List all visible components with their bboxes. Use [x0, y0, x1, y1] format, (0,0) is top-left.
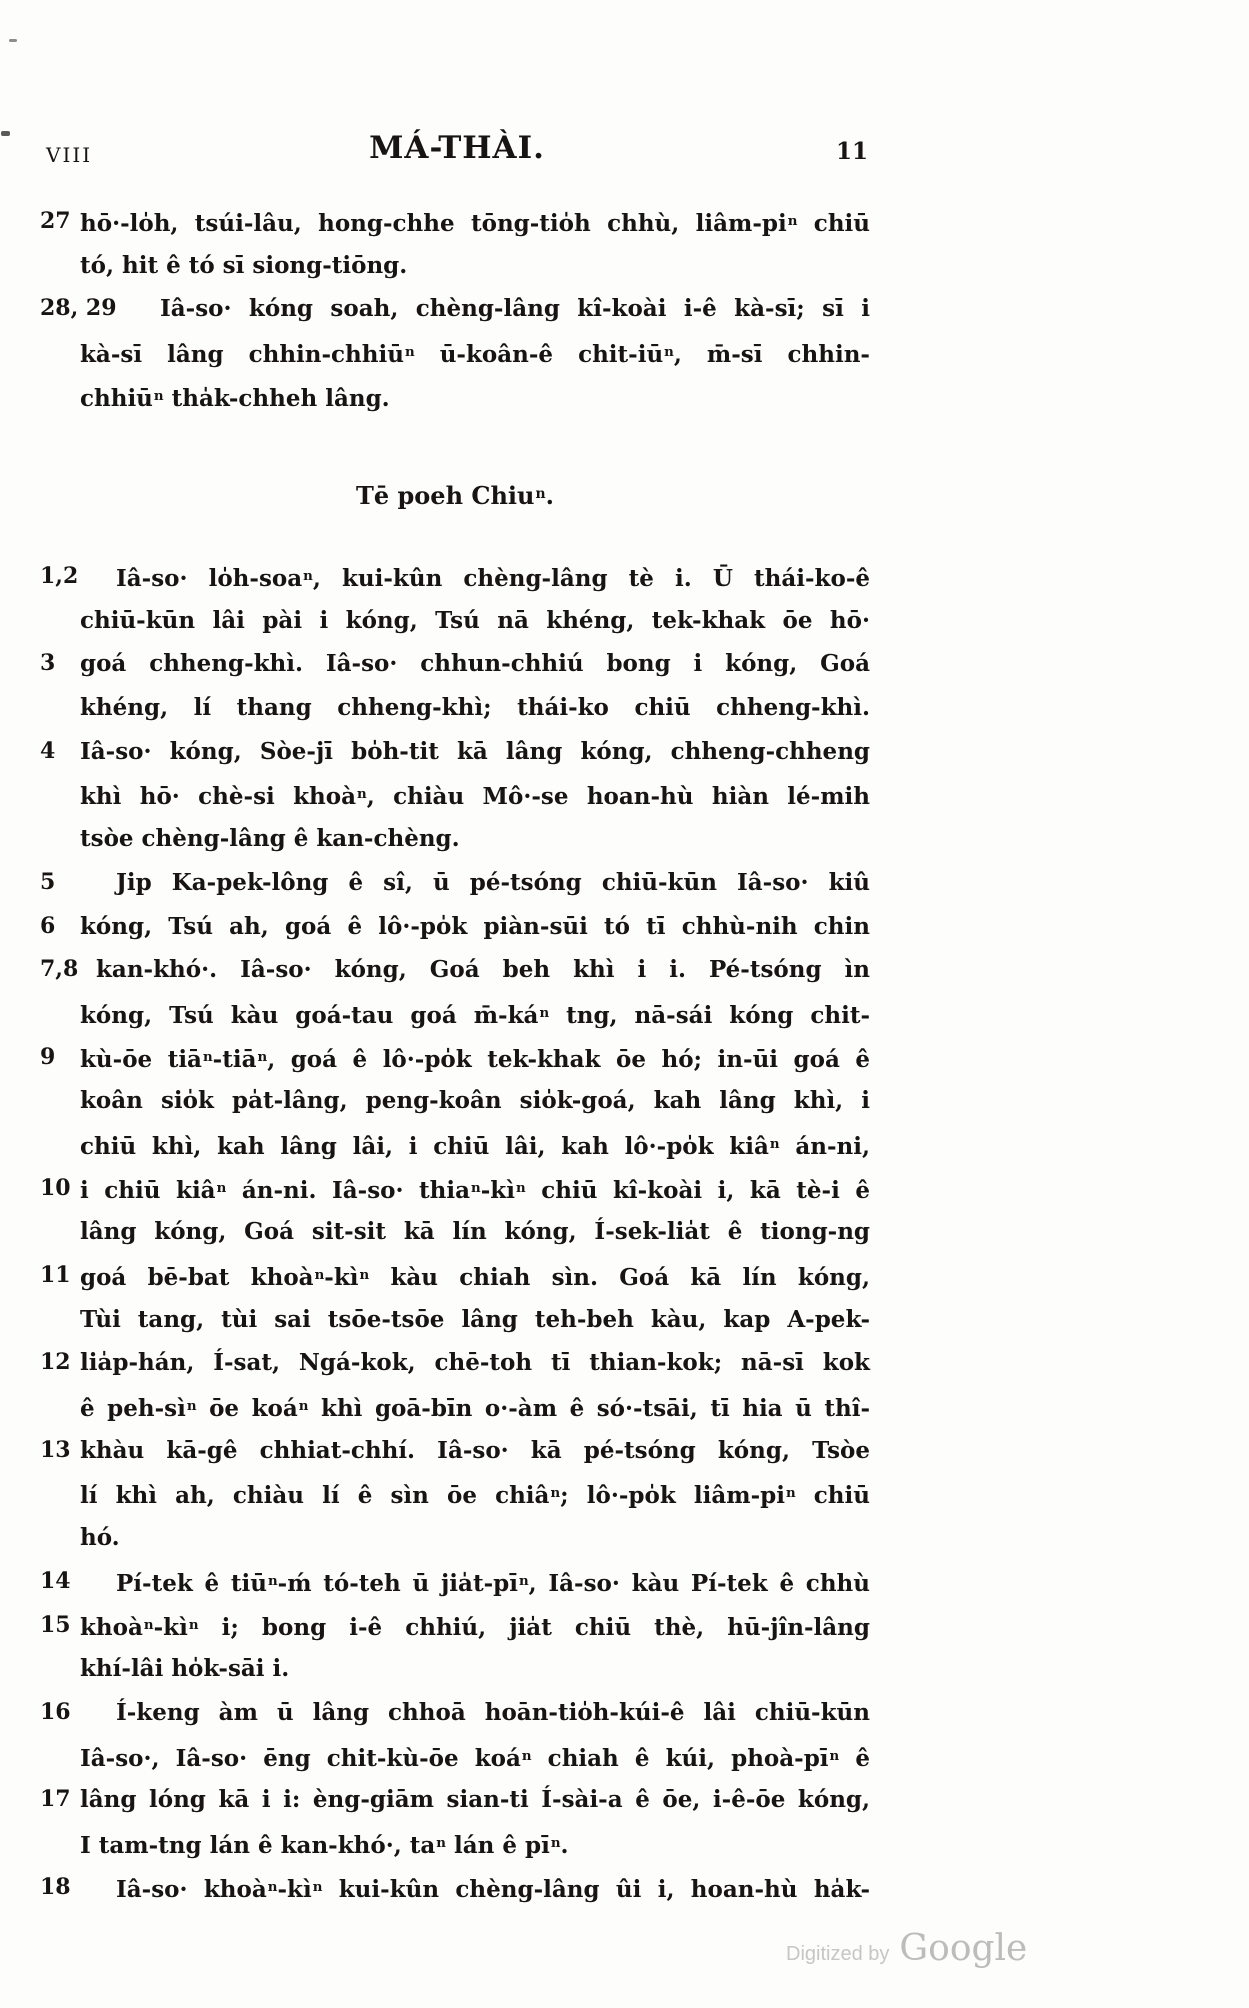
verse-line	[40, 1429, 870, 1473]
verse-number: 9	[40, 1043, 56, 1070]
verse-text: Jip Ka-pek-lông ê sî, ū pé-tsóng chiū-kūn Iâ-so· kiû	[116, 868, 870, 896]
verse-line	[80, 1647, 870, 1691]
scan-artifact	[1, 131, 10, 136]
verse-text: lâng kóng, Goá sit-sit kā lín kóng, Í-sek-lia̍t ê tiong-ng	[80, 1218, 870, 1246]
verse-number: 16	[40, 1698, 71, 1725]
superscript-n: n	[550, 1485, 561, 1502]
superscript-n: n	[535, 485, 546, 502]
superscript-n: n	[787, 213, 798, 229]
superscript-n: n	[303, 568, 313, 584]
verse-text: ê peh-$sì^n$ ōe koá$^n$ khì goā-bīn o·-àm ê só·-tsāi, tī hia ū thî-	[80, 1395, 871, 1423]
superscript-n: n	[515, 1179, 526, 1196]
superscript-n: n	[550, 1834, 561, 1851]
verse-line	[40, 1036, 871, 1080]
verse-text: Tùi tang, tùi sai tsōe-tsōe lâng teh-beh kàu, kap A-pek-	[80, 1305, 870, 1333]
verse-line	[80, 686, 870, 730]
verse-text: hó.	[80, 1524, 120, 1552]
scan-artifact	[9, 39, 17, 42]
verse-line	[80, 375, 870, 419]
verse-number: 15	[40, 1611, 71, 1638]
verse-line	[40, 642, 870, 686]
verse-line	[40, 1778, 870, 1822]
superscript-n: n	[312, 1878, 323, 1895]
superscript-n: n	[267, 1572, 278, 1589]
verse-text: khí-lâi ho̍k-sāi i.	[80, 1655, 290, 1683]
verse-text: chhiū$^n$ tha̍k-chheh lâng.	[80, 384, 390, 412]
verse-text: Iâ-so· kóng, Sòe-jī bo̍h-tit kā lâng kóng, chheng-chheng	[80, 737, 870, 765]
verse-number: 3	[40, 650, 56, 677]
watermark-text: Digitized by	[786, 1943, 890, 1965]
superscript-n: n	[769, 1135, 780, 1152]
verse-number: 10	[40, 1174, 71, 1201]
google-watermark	[786, 1928, 1027, 1969]
verse-text: khì hō· chè-si khoà$^n$, chiàu Mô·-se hoan-hù hiàn lé-mih	[80, 783, 871, 811]
verse-number: 4	[40, 737, 56, 764]
verse-line	[80, 1735, 870, 1779]
verse-line	[80, 1210, 870, 1254]
verse-text: tsòe chèng-lâng ê kan-chèng.	[80, 825, 460, 853]
page-title: MÁ-THÀI.	[369, 130, 545, 166]
verse-text: lia̍p-hán, Í-sat, Ngá-kok, chē-toh tī thian-kok; nā-sī kok	[80, 1349, 870, 1377]
verse-text: khàu kā-gê chhiat-chhí. Iâ-so· kā pé-tsóng kóng, Tsòe	[80, 1436, 870, 1464]
superscript-n: n	[216, 1179, 227, 1196]
verse-line	[40, 1560, 870, 1604]
superscript-n: n	[436, 1834, 446, 1851]
verse-text: Í-keng àm ū lâng chhoā hoān-tio̍h-kúi-ê lâi chiū-kūn	[116, 1698, 870, 1726]
verse-line	[80, 1385, 870, 1429]
superscript-n: n	[314, 1267, 325, 1283]
verse-line	[40, 555, 870, 599]
verse-line	[40, 1604, 870, 1648]
verse-line	[80, 1472, 870, 1516]
superscript-n: n	[829, 1747, 840, 1764]
text-body-top	[40, 200, 870, 418]
text-body-main	[40, 555, 871, 1909]
superscript-n: n	[153, 387, 164, 404]
verse-line	[40, 948, 870, 992]
superscript-n: n	[359, 1267, 370, 1283]
verse-text: kù-ōe tiā$^n$-tiā$^n$, goá ê lô·-po̍k tek-khak ōe hó; in-ūi goá ê	[80, 1045, 871, 1073]
verse-text: koân sio̍k pa̍t-lâng, peng-koân sio̍k-goá, kah lâng khì, i	[80, 1087, 870, 1115]
superscript-n: n	[471, 1179, 481, 1196]
verse-number: 5	[40, 868, 56, 895]
superscript-n: n	[298, 1398, 309, 1415]
verse-number: 13	[40, 1436, 71, 1463]
chapter-heading: Tē poeh Chiu$^n$.	[356, 481, 554, 510]
verse-line	[40, 861, 870, 905]
google-logo: Google	[899, 1928, 1028, 1969]
verse-line	[80, 599, 870, 643]
verse-text: kan-khó·. Iâ-so· kóng, Goá beh khì i i. Pé-tsóng ìn	[96, 956, 870, 984]
verse-number: 12	[40, 1349, 71, 1376]
verse-line	[80, 1516, 870, 1560]
superscript-n: n	[267, 1878, 278, 1895]
verse-text: lí khì ah, chiàu lí ê sìn ōe chiâ$^n$; lô·-po̍k liâm-$pi^n$ chiū	[80, 1482, 870, 1510]
verse-text: $khoà^n-kì^n$ i; bong i-ê chhiú, jia̍t chiū thè, hū-jîn-lâng	[80, 1613, 870, 1641]
superscript-n: n	[404, 344, 415, 361]
verse-line	[40, 200, 870, 244]
superscript-n: n	[202, 1048, 213, 1065]
verse-number: 11	[40, 1262, 71, 1288]
verse-line	[80, 817, 870, 861]
verse-line	[40, 1866, 871, 1910]
verse-number: 1,2	[40, 563, 79, 589]
verse-text: i chiū kiâ$^n$ án-ni. Iâ-so· $thia^n-kì^n$ chiū kî-koài i, kā tè-i ê	[80, 1176, 871, 1204]
verse-text: Iâ-so· $khoà^n-kì^n$ kui-kûn chèng-lâng ûi i, hoan-hù ha̍k-	[116, 1875, 871, 1903]
verse-line	[40, 1167, 871, 1211]
verse-text: Iâ-so· lo̍h-soa$^n$, kui-kûn chèng-lâng tè i. Ū thái-ko-ê	[116, 565, 870, 592]
superscript-n: n	[539, 1004, 550, 1021]
superscript-n: n	[188, 1616, 199, 1633]
verse-text: chiū khì, kah lâng lâi, i chiū lâi, kah lô·-po̍k kiâ$^n$ án-ni,	[80, 1132, 870, 1160]
verse-line	[40, 287, 870, 331]
verse-line	[40, 905, 870, 949]
superscript-n: n	[521, 1747, 532, 1764]
verse-number: 17	[40, 1786, 71, 1813]
superscript-n: n	[143, 1616, 154, 1633]
verse-text: goá chheng-khì. Iâ-so· chhun-chhiú bong i kóng, Goá	[80, 650, 870, 678]
verse-text: khéng, lí thang chheng-khì; thái-ko chiū chheng-khì.	[80, 694, 870, 722]
superscript-n: n	[664, 344, 674, 361]
verse-line	[80, 331, 870, 375]
superscript-n: n	[518, 1572, 529, 1589]
verse-number: 18	[40, 1873, 71, 1900]
verse-text: tó, hit ê tó sī siong-tiōng.	[80, 251, 408, 279]
verse-line	[80, 992, 870, 1036]
verse-number: 27	[40, 208, 71, 234]
verse-text: Iâ-so· kóng soah, chèng-lâng kî-koài i-ê kà-sī; sī i	[160, 295, 870, 323]
superscript-n: n	[357, 786, 367, 803]
verse-number: 7,8	[40, 956, 79, 983]
verse-text: kà-sī lâng chhin-chhiū$^n$ ū-koân-ê chit-$iū^n$, m̄-sī chhin-	[80, 341, 870, 369]
verse-number: 28, 29	[40, 295, 117, 322]
verse-text: chiū-kūn lâi pài i kóng, Tsú nā khéng, tek-khak ōe hō·	[80, 606, 870, 634]
verse-text: goá bē-bat $khoà^n-kì^n$ kàu chiah sìn. Goá kā lín kóng,	[80, 1264, 870, 1291]
verse-text: lâng lóng kā i i: èng-giām sian-ti Í-sài-a ê ōe, i-ê-ōe kóng,	[80, 1786, 870, 1814]
verse-text: kóng, Tsú ah, goá ê lô·-po̍k piàn-sūi tó tī chhù-nih chin	[80, 912, 870, 940]
verse-text: Pí-tek ê tiū$^n$-ḿ tó-teh ū $jia̍t-pī^n$, Iâ-so· kàu Pí-tek ê chhù	[116, 1569, 870, 1597]
verse-text: Iâ-so·, Iâ-so· ēng chit-kù-ōe koá$^n$ chiah ê kúi, phoà-$pī^n$ ê	[80, 1744, 870, 1772]
verse-line	[80, 1079, 870, 1123]
verse-number: 14	[40, 1567, 71, 1594]
verse-line	[80, 1298, 870, 1342]
header-section-label: VIII	[46, 143, 93, 167]
superscript-n: n	[257, 1048, 268, 1065]
verse-line	[80, 773, 870, 817]
verse-number: 6	[40, 912, 56, 939]
verse-line	[80, 1822, 870, 1866]
verse-line	[40, 1254, 870, 1298]
verse-text: I tam-tng lán ê kan-khó·, $ta^n$ lán ê $pī^n$.	[80, 1831, 569, 1859]
superscript-n: n	[186, 1398, 197, 1415]
verse-line	[80, 1123, 870, 1167]
verse-line	[80, 244, 870, 288]
verse-line	[40, 1691, 870, 1735]
superscript-n: n	[785, 1485, 796, 1502]
verse-line	[40, 1341, 870, 1385]
verse-text: hō·-lo̍h, tsúi-lâu, hong-chhe tōng-tio̍h chhù, liâm-$pi^n$ chiū	[80, 210, 870, 237]
verse-text: kóng, Tsú kàu goá-tau goá $m̄-ká^n$ tng, nā-sái kóng chit-	[80, 1001, 870, 1029]
verse-line	[40, 730, 870, 774]
header-page-number: 11	[836, 138, 869, 165]
